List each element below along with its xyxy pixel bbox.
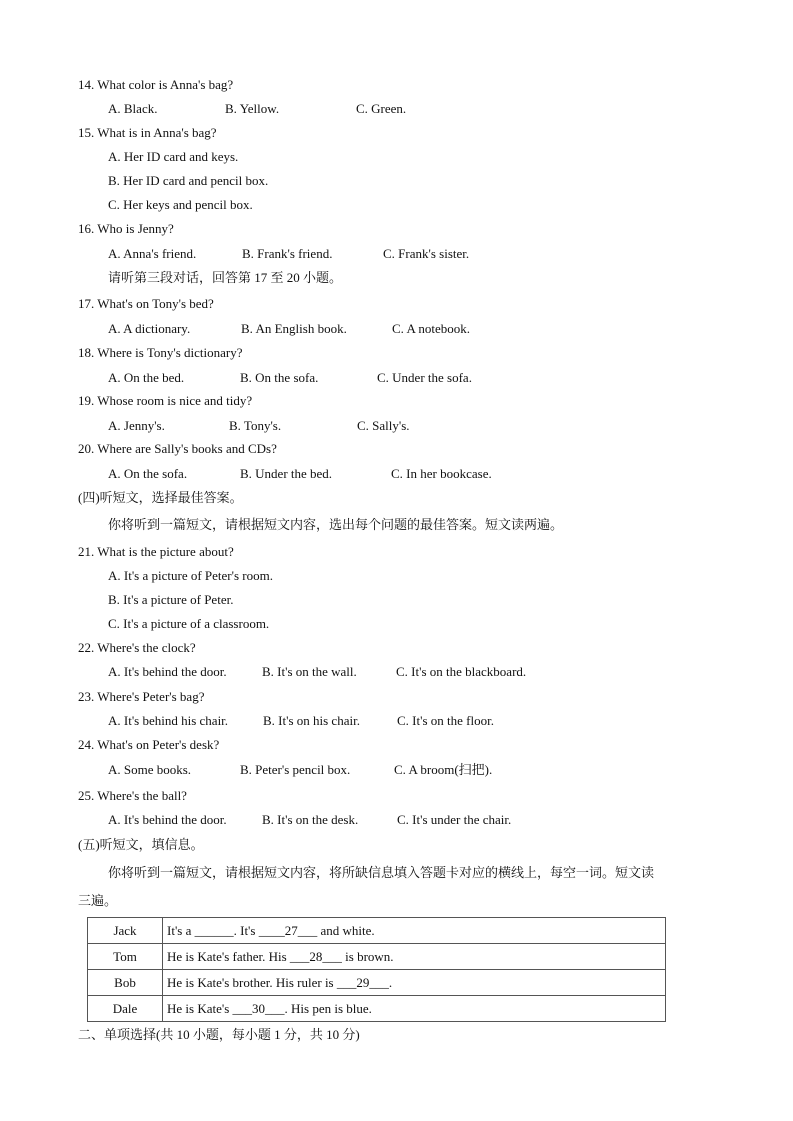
q18-option-c: C. Under the sofa.	[377, 370, 472, 385]
q14-option-a: A. Black.	[108, 101, 158, 116]
q21-option-c: C. It's a picture of a classroom.	[108, 616, 270, 631]
q23-option-b: B. It's on his chair.	[263, 713, 360, 728]
q15-option-c: C. Her keys and pencil box.	[108, 197, 253, 212]
q20-option-c: C. In her bookcase.	[391, 466, 492, 481]
instruction-part3: 请听第三段对话，回答第 17 至 20 小题。	[108, 270, 343, 285]
q20-option-b: B. Under the bed.	[240, 466, 333, 481]
q25-option-a: A. It's behind the door.	[108, 812, 227, 827]
table-row	[88, 970, 666, 996]
q18-option-a: A. On the bed.	[108, 370, 185, 385]
section-4-instruction: 你将听到一篇短文，请根据短文内容，选出每个问题的最佳答案。短文读两遍。	[108, 517, 564, 532]
section-4-title: (四)听短文，选择最佳答案。	[78, 490, 243, 505]
table-cell-name: Bob	[88, 970, 163, 996]
question-17: 17. What's on Tony's bed?	[78, 296, 214, 311]
q16-option-b: B. Frank's friend.	[242, 246, 333, 261]
table-cell-name: Tom	[88, 944, 163, 970]
q14-option-b: B. Yellow.	[225, 101, 280, 116]
q18-option-b: B. On the sofa.	[240, 370, 319, 385]
question-18: 18. Where is Tony's dictionary?	[78, 345, 243, 360]
table-cell-text: He is Kate's father. His ___28___ is brown.	[163, 944, 666, 970]
question-22: 22. Where's the clock?	[78, 640, 196, 655]
q24-option-a: A. Some books.	[108, 762, 192, 777]
q23-option-c: C. It's on the floor.	[397, 713, 494, 728]
q19-option-b: B. Tony's.	[229, 418, 282, 433]
q16-option-a: A. Anna's friend.	[108, 246, 197, 261]
table-cell-text: It's a ______. It's ____27___ and white.	[163, 918, 666, 944]
q19-option-a: A. Jenny's.	[108, 418, 165, 433]
question-14: 14. What color is Anna's bag?	[78, 77, 234, 92]
q25-option-c: C. It's under the chair.	[397, 812, 512, 827]
part-2-title: 二、单项选择(共 10 小题，每小题 1 分，共 10 分)	[78, 1027, 360, 1042]
q21-option-a: A. It's a picture of Peter's room.	[108, 568, 273, 583]
fill-in-table	[87, 917, 666, 1022]
q21-option-b: B. It's a picture of Peter.	[108, 592, 234, 607]
section-5-instruction: 你将听到一篇短文，请根据短文内容，将所缺信息填入答题卡对应的横线上，每空一词。短文读	[108, 865, 655, 880]
table-row	[88, 996, 666, 1022]
question-21: 21. What is the picture about?	[78, 544, 234, 559]
q23-option-a: A. It's behind his chair.	[108, 713, 229, 728]
q17-option-c: C. A notebook.	[392, 321, 471, 336]
table-cell-text: He is Kate's ___30___. His pen is blue.	[163, 996, 666, 1022]
q17-option-a: A. A dictionary.	[108, 321, 191, 336]
q16-option-c: C. Frank's sister.	[383, 246, 470, 261]
q24-option-c: C. A broom(扫把).	[394, 762, 493, 777]
q17-option-b: B. An English book.	[241, 321, 347, 336]
question-19: 19. Whose room is nice and tidy?	[78, 393, 253, 408]
table-cell-text: He is Kate's brother. His ruler is ___29___.	[163, 970, 666, 996]
question-15: 15. What is in Anna's bag?	[78, 125, 217, 140]
q15-option-b: B. Her ID card and pencil box.	[108, 173, 269, 188]
question-20: 20. Where are Sally's books and CDs?	[78, 441, 277, 456]
q19-option-c: C. Sally's.	[357, 418, 410, 433]
q25-option-b: B. It's on the desk.	[262, 812, 359, 827]
q22-option-c: C. It's on the blackboard.	[396, 664, 527, 679]
section-5-title: (五)听短文，填信息。	[78, 837, 204, 852]
q22-option-a: A. It's behind the door.	[108, 664, 227, 679]
table-cell-name: Jack	[88, 918, 163, 944]
q24-option-b: B. Peter's pencil box.	[240, 762, 351, 777]
q20-option-a: A. On the sofa.	[108, 466, 188, 481]
q14-option-c: C. Green.	[356, 101, 407, 116]
question-25: 25. Where's the ball?	[78, 788, 187, 803]
table-cell-name: Dale	[88, 996, 163, 1022]
question-23: 23. Where's Peter's bag?	[78, 689, 205, 704]
question-16: 16. Who is Jenny?	[78, 221, 174, 236]
section-5-instruction-cont: 三遍。	[78, 893, 118, 908]
q22-option-b: B. It's on the wall.	[262, 664, 357, 679]
question-24: 24. What's on Peter's desk?	[78, 737, 220, 752]
q15-option-a: A. Her ID card and keys.	[108, 149, 239, 164]
table-row	[88, 944, 666, 970]
table-row	[88, 918, 666, 944]
